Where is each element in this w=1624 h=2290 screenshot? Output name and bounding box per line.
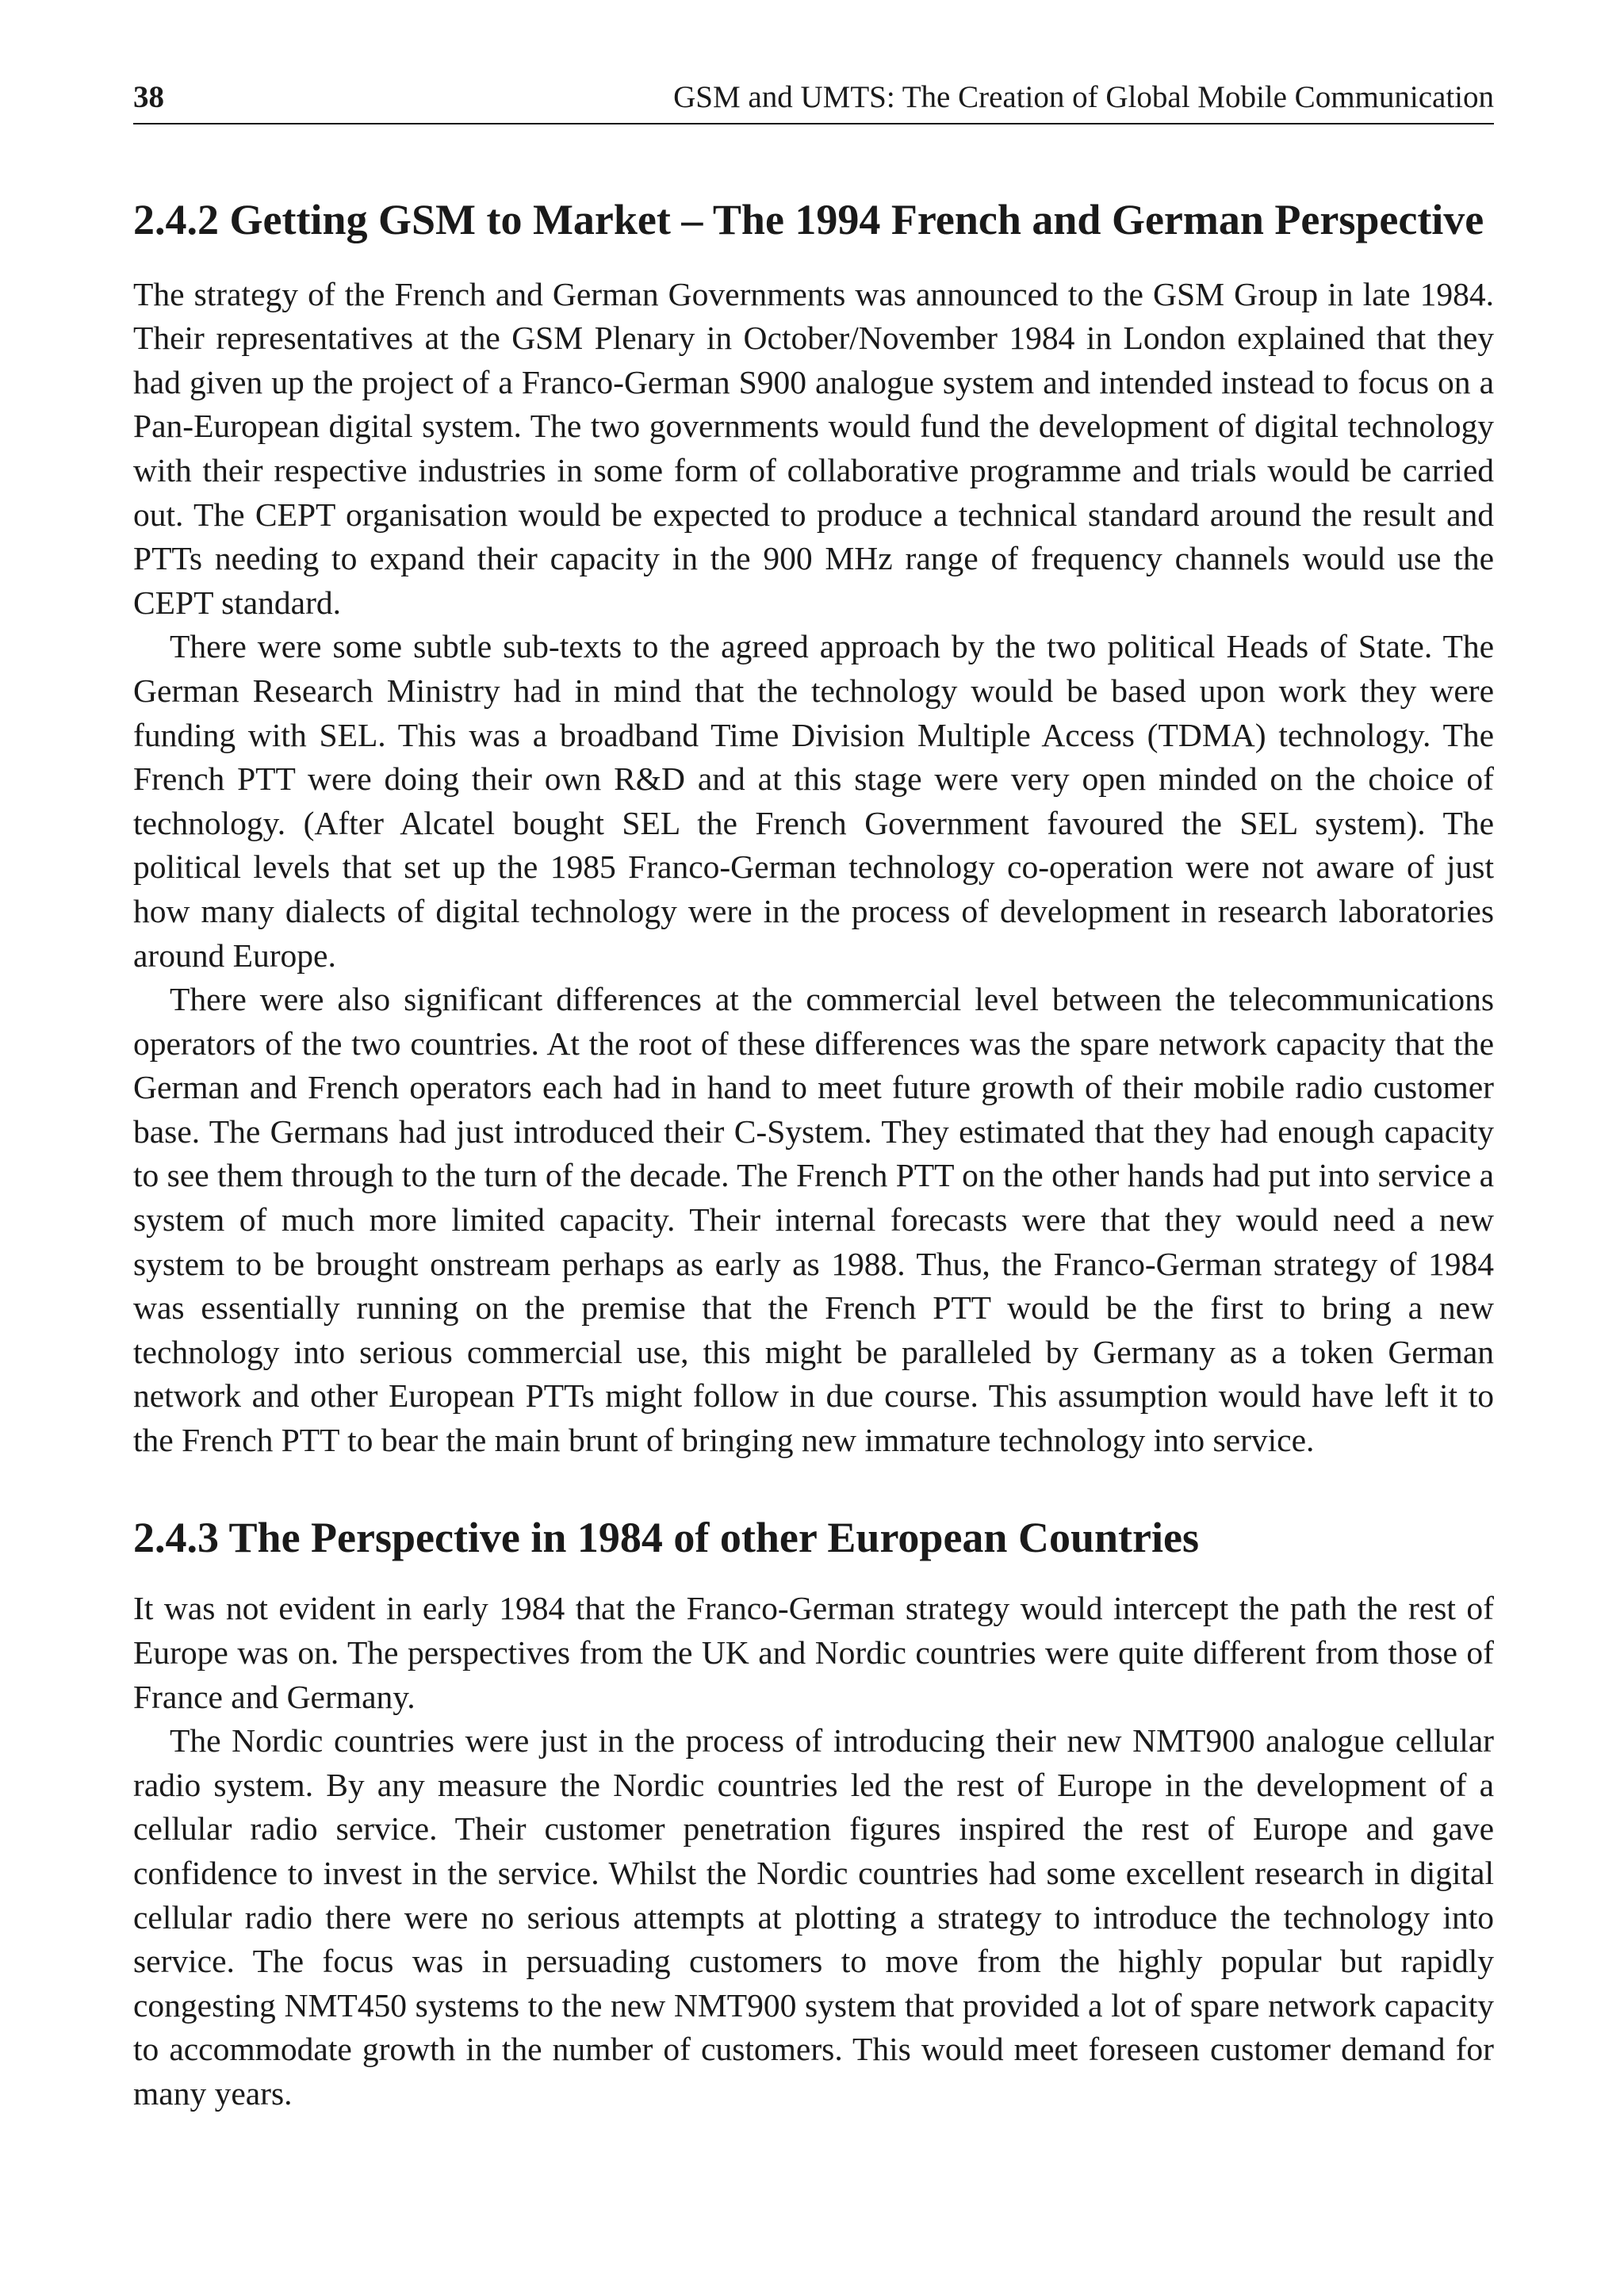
running-header [133, 79, 1494, 124]
section-heading: 2.4.3 The Perspective in 1984 of other European Countries [133, 1513, 1199, 1561]
section-2-4-3 [133, 1512, 1494, 2116]
section-heading: 2.4.2 Getting GSM to Market – The 1994 French and German Perspective [133, 195, 1484, 243]
section-2-4-2 [133, 194, 1494, 1463]
paragraph: It was not evident in early 1984 that the Franco-German strategy would intercept the path the rest of Europe was on. The perspectives from the UK and Nordic countries were quite different from those of France and Germany. [133, 1590, 1494, 1715]
paragraph: The strategy of the French and German Governments was announced to the GSM Group in late 1984. Their representatives at the GSM Plenary in October/November 1984 in London explained that they had given up the project of a Franco-German S900 analogue system and intended instead to focus on a Pan-European digital system. The two governments would fund the development of digital technology with their respective industries in some form of collaborative programme and trials would be carried out. The CEPT organisation would be expected to produce a technical standard around the result and PTTs needing to expand their capacity in the 900 MHz range of frequency channels would use the CEPT standard. [133, 275, 1494, 621]
paragraph: The Nordic countries were just in the process of introducing their new NMT900 analogue cellular radio system. By any measure the Nordic countries led the rest of Europe in the development of a cellular radio service. Their customer penetration figures inspired the rest of Europe and gave confidence to invest in the service. Whilst the Nordic countries had some excellent research in digital cellular radio there were no serious attempts at plotting a strategy to introduce the technology into service. The focus was in persuading customers to move from the highly popular but rapidly congesting NMT450 systems to the new NMT900 system that provided a lot of spare network capacity to accommodate growth in the number of customers. This would meet foreseen customer demand for many years. [133, 1722, 1494, 2112]
running-title: GSM and UMTS: The Creation of Global Mobile Communication [673, 80, 1494, 114]
paragraph: There were some subtle sub-texts to the agreed approach by the two political Heads of State. The German Research Ministry had in mind that the technology would be based upon work they were funding with SEL. This was a broadband Time Division Multiple Access (TDMA) technology. The French PTT were doing their own R&D and at this stage were very open minded on the choice of technology. (After Alcatel bought SEL the French Government favoured the SEL system). The political levels that set up the 1985 Franco-German technology co-operation were not aware of just how many dialects of digital technology were in the process of development in research laboratories around Europe. [133, 628, 1494, 974]
book-page [133, 79, 1494, 2116]
paragraph: There were also significant differences at the commercial level between the telecommunications operators of the two countries. At the root of these differences was the spare network capacity that the German and French operators each had in hand to meet future growth of their mobile radio customer base. The Germans had just introduced their C-System. They estimated that they had enough capacity to see them through to the turn of the decade. The French PTT on the other hands had put into service a system of much more limited capacity. Their internal forecasts were that they would need a new system to be brought onstream perhaps as early as 1988. Thus, the Franco-German strategy of 1984 was essentially running on the premise that the French PTT would be the first to bring a new technology into serious commercial use, this might be paralleled by Germany as a token German network and other European PTTs might follow in due course. This assumption would have left it to the French PTT to bear the main brunt of bringing new immature technology into service. [133, 981, 1494, 1459]
page-number: 38 [133, 80, 164, 114]
